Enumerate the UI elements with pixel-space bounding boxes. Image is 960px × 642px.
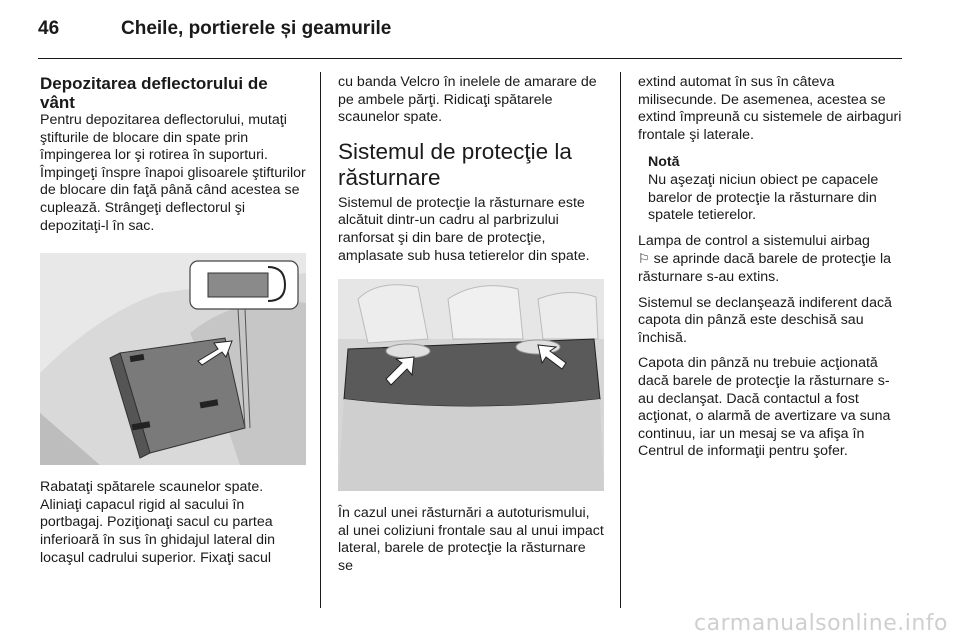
column-3 (638, 74, 904, 461)
paragraph-soft-top-warning: Capota din pânză nu trebuie acţionată dacă barele de protecţie la răsturnare s-au declanşat. Dacă contactul a fost acţionat, o alarmă de avertizare va suna continuu, iar un mesaj se va afişa în Centrul de informaţii pentru şofer. (638, 355, 891, 460)
note-title: Notă (648, 154, 680, 171)
airbag-lamp-text-a: Lampa de control a sistemului airbag (638, 232, 870, 249)
airbag-warning-icon: ⚐ (638, 251, 650, 267)
paragraph-soft-top-state: Sistemul se declanşează indiferent dacă capota din pânză este deschisă sau închisă. (638, 294, 892, 346)
page-header (38, 18, 904, 58)
column-divider-2 (620, 72, 621, 608)
paragraph-bag-install: Rabataţi spătarele scaunelor spate. Aliniaţi capacul rigid al sacului în portbagaj. Poziţionaţi sacul cu partea inferioară în sus în ghidajul lateral din locaşul cadrului superior. Fixaţi sacul (40, 479, 276, 566)
deflector-bag-drawing (40, 253, 306, 465)
paragraph-rollover-trigger: În cazul unei răsturnări a autoturismului, al unei coliziuni frontale sau al unui impact lateral, barele de protecţie la răsturnare se (338, 505, 604, 574)
paragraph-auto-extend: extind automat în sus în câteva milisecunde. De asemenea, acestea se extind împreună cu sistemele de airbaguri frontale şi laterale. (638, 74, 902, 143)
illustration-rollover-bars (338, 279, 604, 491)
section-heading-rollover: Sistemul de protecţie la răsturnare (338, 138, 572, 190)
page-number: 46 (38, 18, 60, 39)
column-2 (338, 74, 604, 576)
column-divider-1 (320, 72, 321, 608)
illustration-deflector-bag (40, 253, 306, 465)
paragraph-rollover-system: Sistemul de protecţie la răsturnare este alcătuit dintr-un cadru al parbrizului ranforsat şi din bare de protecţie, amplasate sub husa tetierelor din spate. (338, 194, 590, 264)
column-1 (40, 74, 306, 567)
section-heading-deflector: Depozitarea deflectorului de vânt (40, 74, 268, 112)
chapter-title: Cheile, portierele și geamurile (121, 18, 392, 39)
header-rule (38, 58, 902, 59)
site-watermark: carmanualsonline.info (694, 611, 948, 636)
airbag-lamp-text-b: se aprinde dacă barele de protecţie la răsturnare s-au extins. (638, 251, 892, 285)
paragraph-velcro: cu banda Velcro în inelele de amarare de pe ambele părţi. Ridicaţi spătarele scaunelor spate. (338, 74, 597, 126)
rollover-bars-drawing (338, 279, 604, 491)
note-body: Nu aşezaţi niciun obiect pe capacele barelor de protecţie la răsturnare din spatele tetierelor. (648, 171, 879, 224)
paragraph-deflector-storage: Pentru depozitarea deflectorului, mutaţi ştifturile de blocare din spate prin împingerea lor şi rotirea în suporturi. Împingeţi înspre înapoi glisoarele ştifturilor de blocare din faţă până când acestea se cuplează. Strângeţi deflectorul şi depozitaţi-l în sac. (40, 112, 306, 234)
paragraph-airbag-lamp (638, 233, 904, 287)
